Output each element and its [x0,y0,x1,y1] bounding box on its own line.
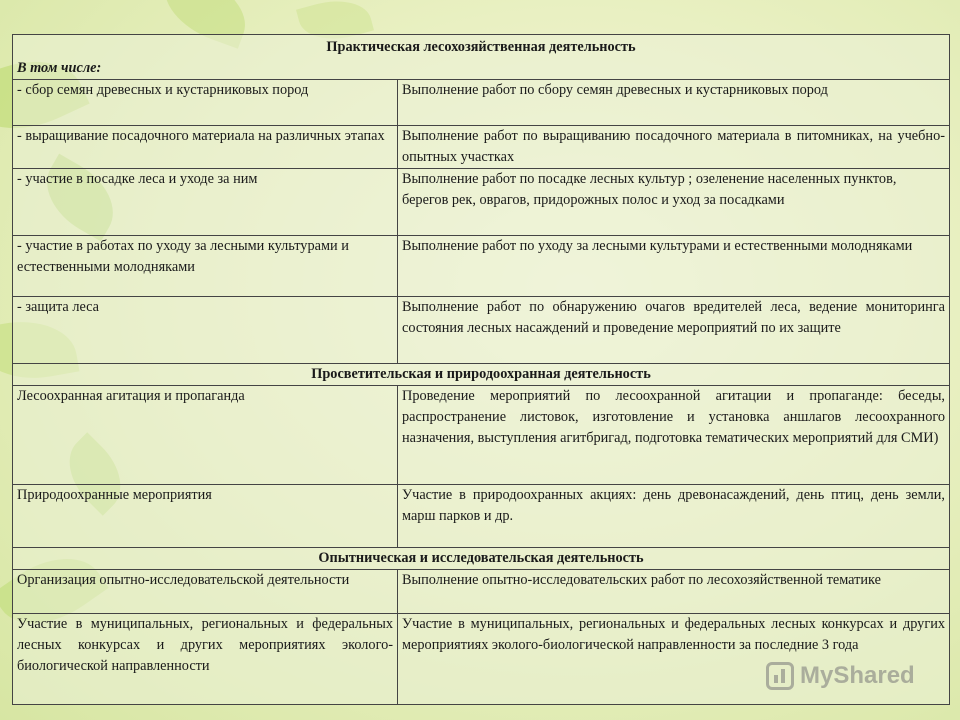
description-cell: Участие в природоохранных акциях: день древонасаждений, день птиц, день земли, марш парков и др. [398,485,950,548]
activity-cell: - защита леса [13,297,398,364]
activity-cell: - участие в работах по уходу за лесными культурами и естественными молодняками [13,236,398,297]
section-header-row [13,548,950,570]
activities-table [12,34,950,705]
section-title: Опытническая и исследовательская деятельность [13,548,950,570]
description-cell: Проведение мероприятий по лесоохранной агитации и пропаганде: беседы, распространение листовок, изготовление и установка аншлагов лесоохранного назначения, выступления агитбригад, подготовка тематических мероприятий для СМИ) [398,386,950,485]
section-title: Просветительская и природоохранная деятельность [13,364,950,386]
table-row [13,297,950,364]
description-cell: Выполнение работ по уходу за лесными культурами и естественными молодняками [398,236,950,297]
table-row [13,169,950,236]
section-subtitle: В том числе: [17,60,102,76]
table-row [13,80,950,126]
table-row [13,236,950,297]
section-title: Практическая лесохозяйственная деятельность [326,39,636,55]
table-row [13,126,950,169]
activity-cell: - участие в посадке леса и уходе за ним [13,169,398,236]
activity-cell: Лесоохранная агитация и пропаганда [13,386,398,485]
watermark-text: MyShared [800,662,915,689]
activity-cell: Природоохранные мероприятия [13,485,398,548]
table-row [13,386,950,485]
description-cell: Выполнение опытно-исследовательских работ по лесохозяйственной тематике [398,570,950,614]
section-header-row [13,35,950,80]
activity-cell: Участие в муниципальных, региональных и федеральных лесных конкурсах и других мероприятиях эколого-биологической направленности [13,614,398,705]
myshared-watermark [766,658,915,694]
activity-cell: - сбор семян древесных и кустарниковых пород [13,80,398,126]
description-cell: Выполнение работ по посадке лесных культур ; озеленение населенных пунктов, берегов рек, оврагов, придорожных полос и уход за посадками [398,169,950,236]
myshared-logo-icon [766,662,794,690]
table-row [13,485,950,548]
description-cell: Выполнение работ по сбору семян древесных и кустарниковых пород [398,80,950,126]
activity-cell: - выращивание посадочного материала на различных этапах [13,126,398,169]
activity-cell: Организация опытно-исследовательской деятельности [13,570,398,614]
section-header-row [13,364,950,386]
description-cell: Выполнение работ по выращиванию посадочного материала в питомниках, на учебно-опытных участках [398,126,950,169]
description-cell: Участие в муниципальных, региональных и федеральных лесных конкурсах и других мероприятиях эколого-биологической направленности за последние 3 года [398,614,950,705]
table-row [13,570,950,614]
description-cell: Выполнение работ по обнаружению очагов вредителей леса, ведение мониторинга состояния лесных насаждений и проведение мероприятий по их защите [398,297,950,364]
